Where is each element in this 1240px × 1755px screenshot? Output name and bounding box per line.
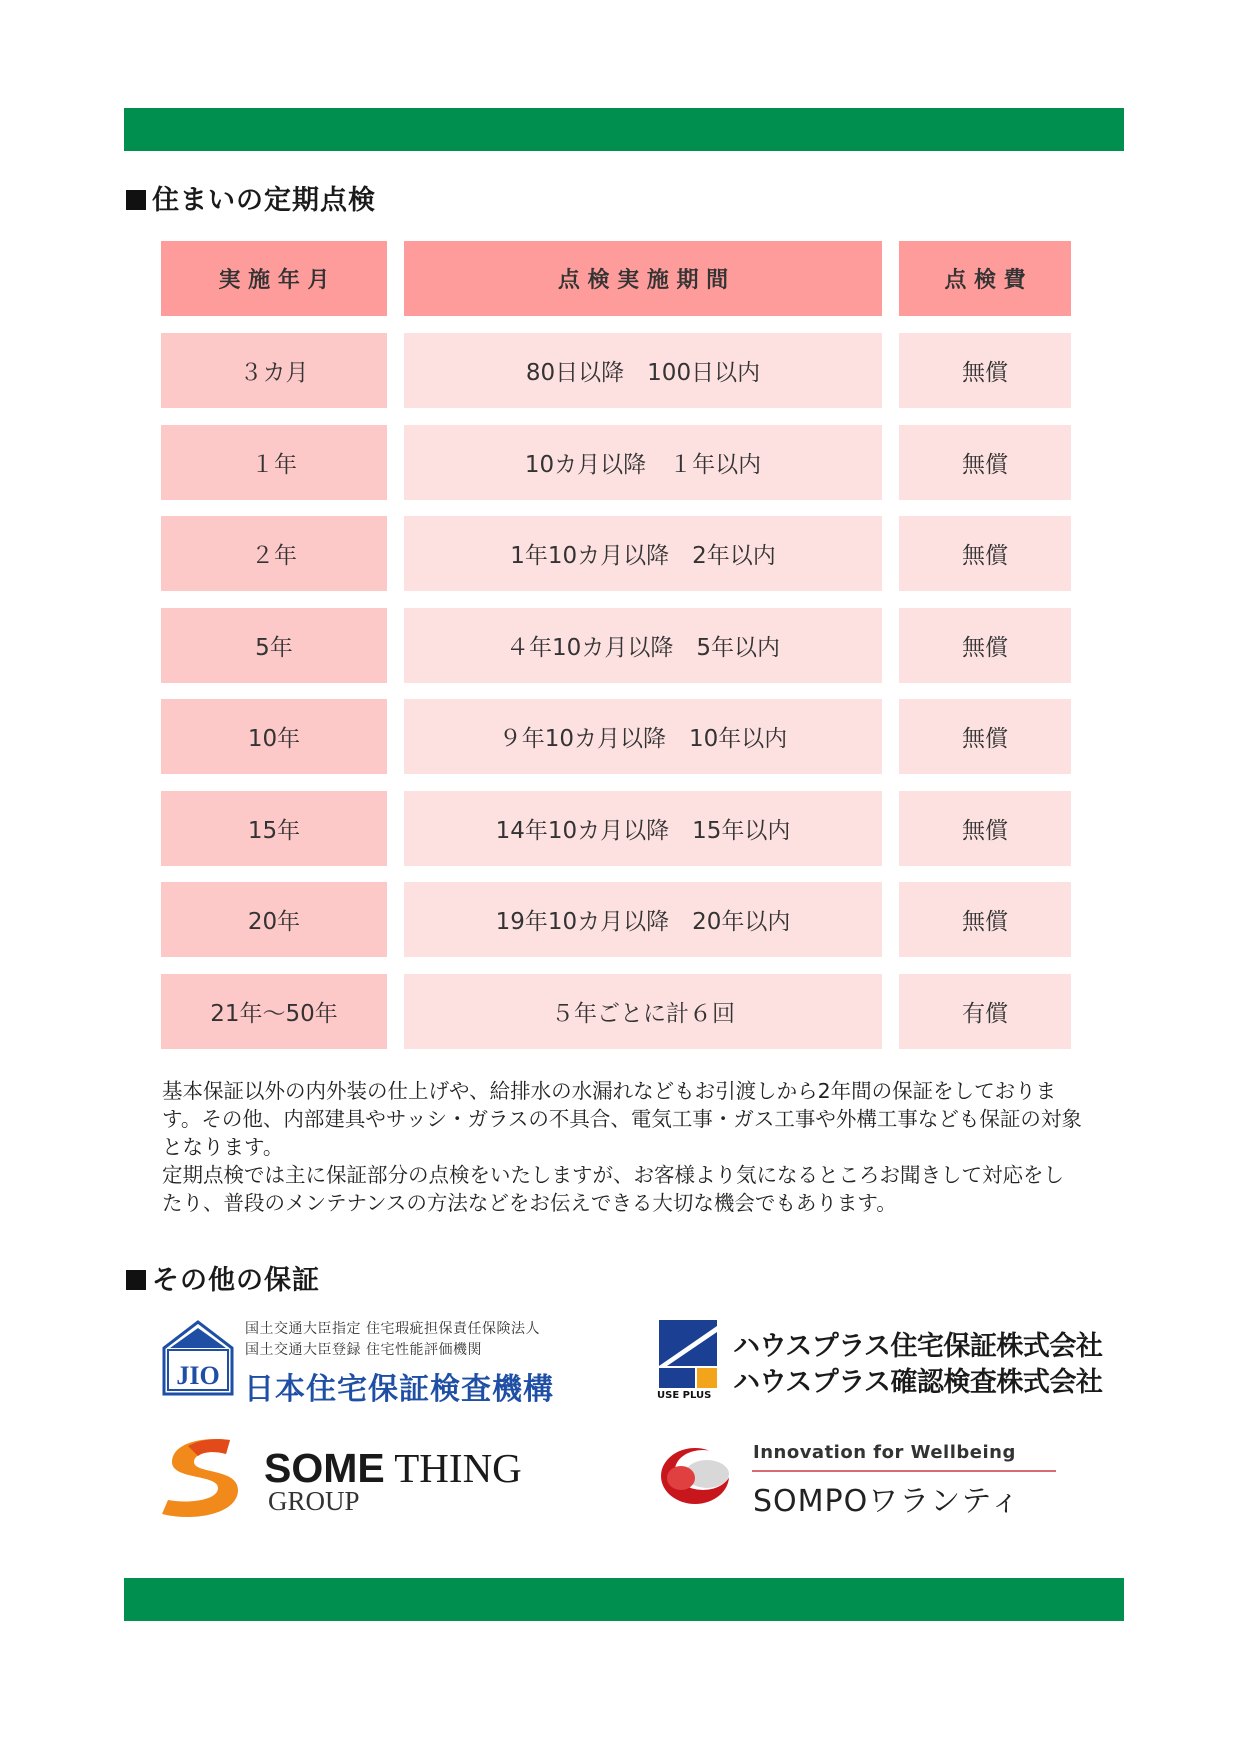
square-bullet-icon <box>126 190 146 210</box>
row-month-cell: ２年 <box>161 516 387 591</box>
jio-name: 日本住宅保証検査機構 <box>244 1372 554 1407</box>
row-month-cell: 21年～50年 <box>161 974 387 1049</box>
notes-text-2: 定期点検では主に保証部分の点検をいたしますが、お客様より気になるところお聞きして対応をしたり、普段のメンテナンスの方法などをお伝えできる大切な機会でもあります。 <box>162 1163 1064 1215</box>
row-month-cell: 15年 <box>161 791 387 866</box>
something-group-logo <box>160 1434 560 1526</box>
jio-line1: 国土交通大臣指定 住宅瑕疵担保責任保険法人 <box>245 1321 540 1337</box>
table-header-fee: 点 検 費 <box>899 241 1071 316</box>
jio-house-icon <box>162 1320 234 1396</box>
row-period-cell: 1年10カ月以降 2年以内 <box>404 516 882 591</box>
row-fee-cell: 無償 <box>899 791 1071 866</box>
row-fee-cell: 無償 <box>899 425 1071 500</box>
something-s-mark-icon <box>160 1434 244 1520</box>
section-title-text: その他の保証 <box>152 1265 320 1296</box>
row-fee-cell: 無償 <box>899 882 1071 957</box>
bottom-green-band <box>124 1578 1124 1621</box>
row-month-cell: ３カ月 <box>161 333 387 408</box>
row-period-cell: 19年10カ月以降 20年以内 <box>404 882 882 957</box>
row-month-cell: 10年 <box>161 699 387 774</box>
sompo-name: SOMPOワランティ <box>753 1484 1021 1519</box>
sompo-warranty-logo <box>657 1436 1077 1526</box>
houseplus-caption: USE PLUS <box>657 1390 712 1401</box>
something-word-thing: THING <box>394 1445 522 1491</box>
something-word-some: SOME <box>264 1445 385 1491</box>
row-period-cell: 14年10カ月以降 15年以内 <box>404 791 882 866</box>
houseplus-line2: ハウスプラス確認検査株式会社 <box>733 1367 1103 1398</box>
something-word-group: GROUP <box>268 1486 360 1516</box>
section-title-inspection <box>126 178 376 217</box>
row-period-cell: ９年10カ月以降 10年以内 <box>404 699 882 774</box>
section-title-other-warranty <box>126 1258 320 1297</box>
row-fee-cell: 無償 <box>899 699 1071 774</box>
square-bullet-icon <box>126 1270 146 1290</box>
sompo-globe-icon <box>657 1438 739 1508</box>
houseplus-line1: ハウスプラス住宅保証株式会社 <box>733 1331 1103 1362</box>
jio-line2: 国土交通大臣登録 住宅性能評価機関 <box>245 1342 482 1358</box>
something-wordmark <box>264 1444 522 1492</box>
row-fee-cell: 有償 <box>899 974 1071 1049</box>
notes-paragraph <box>162 1077 1082 1217</box>
table-header-month: 実 施 年 月 <box>161 241 387 316</box>
table-header-period: 点 検 実 施 期 間 <box>404 241 882 316</box>
row-month-cell: １年 <box>161 425 387 500</box>
row-month-cell: 20年 <box>161 882 387 957</box>
sompo-divider <box>752 1470 1056 1472</box>
jio-mark-text: JIO <box>176 1361 220 1390</box>
row-fee-cell: 無償 <box>899 333 1071 408</box>
row-period-cell: ４年10カ月以降 5年以内 <box>404 608 882 683</box>
houseplus-house-icon <box>657 1320 719 1388</box>
section-title-text: 住まいの定期点検 <box>152 185 376 216</box>
row-period-cell: 80日以降 100日以内 <box>404 333 882 408</box>
houseplus-logo <box>657 1318 1103 1408</box>
row-period-cell: 10カ月以降 １年以内 <box>404 425 882 500</box>
row-month-cell: 5年 <box>161 608 387 683</box>
notes-text-1: 基本保証以外の内外装の仕上げや、給排水の水漏れなどもお引渡しから2年間の保証をしております。その他、内部建具やサッシ・ガラスの不具合、電気工事・ガス工事や外構工事なども保証の対象となります。 <box>162 1079 1082 1159</box>
jio-logo <box>160 1318 590 1407</box>
row-period-cell: ５年ごとに計６回 <box>404 974 882 1049</box>
sompo-tagline: Innovation for Wellbeing <box>753 1442 1016 1463</box>
row-fee-cell: 無償 <box>899 516 1071 591</box>
row-fee-cell: 無償 <box>899 608 1071 683</box>
top-green-band <box>124 108 1124 151</box>
